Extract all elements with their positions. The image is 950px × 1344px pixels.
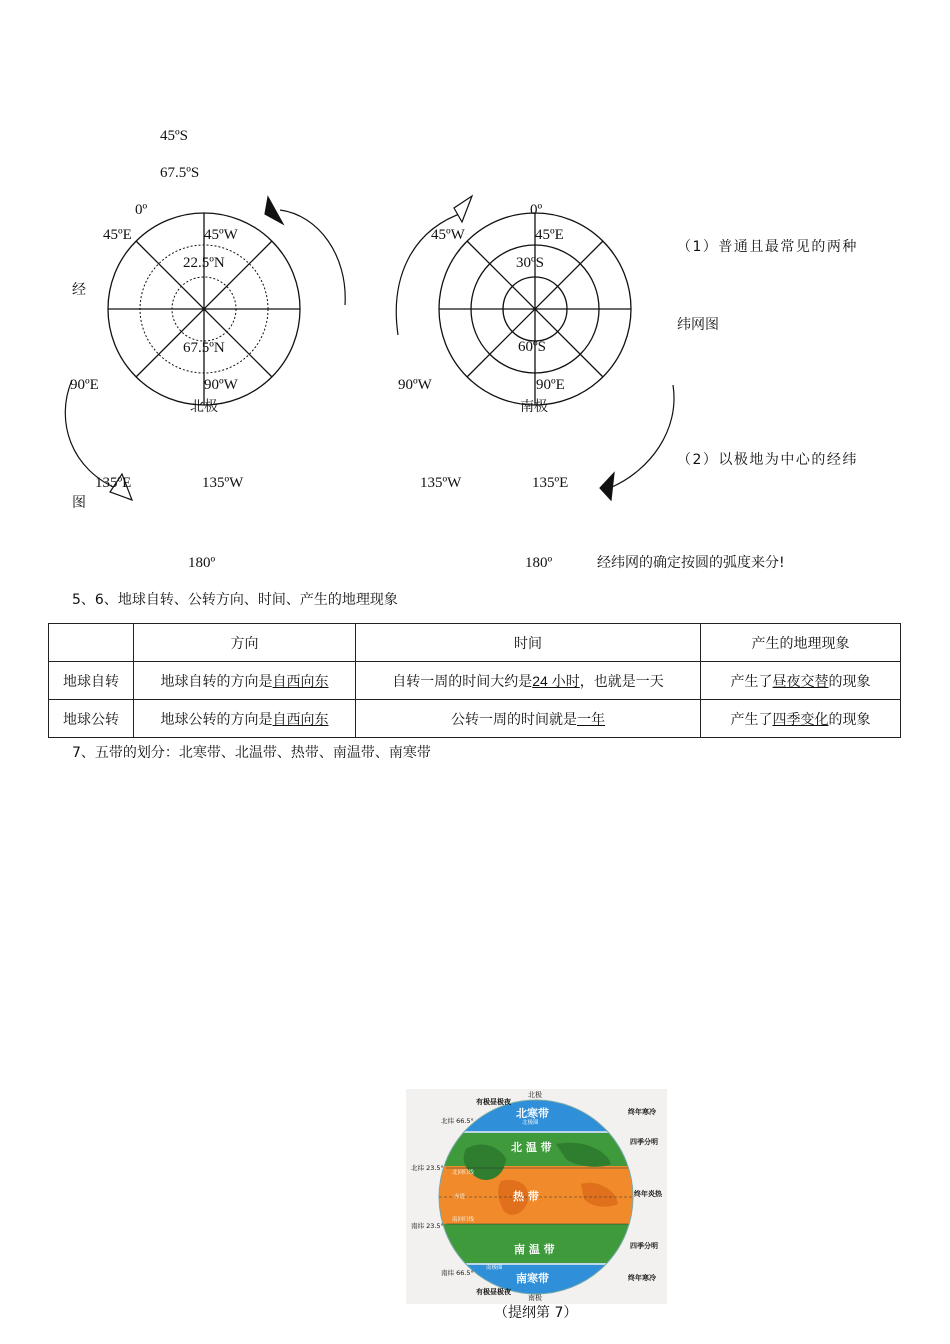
zone-right-seasons-1: 四季分明 [630, 1138, 658, 1146]
direction-cell [134, 700, 356, 738]
underlined-answer: 四季变化 [772, 711, 829, 728]
phenomenon-cell [701, 700, 901, 738]
zone-right-cold-1: 终年寒冷 [628, 1108, 656, 1116]
figure-caption: （提纲第 7） [494, 1305, 578, 1321]
table-header-cell [49, 624, 134, 662]
underlined-answer: 24 小时 [532, 672, 580, 689]
label-45s: 45ºS [160, 128, 188, 144]
cell-text: 公转一周的时间就是 [451, 711, 577, 728]
south-label-90w: 90ºW [398, 377, 432, 393]
north-label-180: 180º [188, 555, 216, 571]
zone-right-cold-2: 终年寒冷 [628, 1274, 656, 1282]
south-label-180: 180º [525, 555, 553, 571]
north-label-0: 0º [135, 202, 148, 218]
zone-south-temperate: 南 温 带 [514, 1243, 555, 1256]
zone-tropic-cancer-line: 北回归线 [452, 1170, 475, 1176]
north-pole-label: 北极 [190, 399, 218, 415]
cell-text: 产生了 [730, 673, 773, 690]
south-label-45w: 45ºW [431, 227, 465, 243]
label-jing: 经 [72, 282, 86, 298]
cell-text: 自转一周的时间大约是 [392, 673, 533, 690]
label-67-5s: 67.5ºS [160, 165, 200, 181]
zone-tropic-capricorn-line: 南回归线 [452, 1217, 475, 1223]
direction-cell [134, 662, 356, 700]
table-header-row [49, 624, 901, 662]
table-row [49, 700, 901, 738]
zone-polar-night-top: 有极昼极夜 [476, 1098, 511, 1106]
north-label-90e: 90ºE [70, 377, 99, 393]
label-67-5n: 67.5ºN [183, 340, 225, 356]
south-label-45e: 45ºE [535, 227, 564, 243]
table-header-cell: 方向 [134, 624, 356, 662]
rotation-arrows [65, 210, 674, 490]
time-cell [356, 662, 701, 700]
polar-diagrams [0, 0, 950, 620]
cell-text: 地球公转的方向是 [160, 711, 273, 728]
zone-south-frigid: 南寒带 [516, 1272, 549, 1285]
label-30s: 30ºS [516, 255, 544, 271]
underlined-answer: 自西向东 [272, 673, 329, 690]
time-cell [356, 700, 701, 738]
zone-north-temperate: 北 温 带 [511, 1141, 552, 1154]
zone-right-seasons-2: 四季分明 [630, 1242, 658, 1250]
earth-motion-table [48, 623, 901, 738]
note-1a: （1）普通且最常见的两种 [677, 239, 858, 255]
table-header-cell: 时间 [356, 624, 701, 662]
section-5-6-heading: 5、6、地球自转、公转方向、时间、产生的地理现象 [72, 592, 398, 608]
underlined-answer: 昼夜交替 [772, 673, 829, 690]
note-3: 经纬网的确定按圆的弧度来分! [597, 555, 785, 571]
zone-antarctic-circle: 南纬 66.5° [441, 1269, 474, 1277]
north-label-135w: 135ºW [202, 475, 244, 491]
cell-text: 的现象 [828, 711, 871, 728]
south-label-135w: 135ºW [420, 475, 462, 491]
zone-tropic-capricorn: 南纬 23.5° [411, 1222, 444, 1230]
north-label-90w: 90ºW [204, 377, 238, 393]
south-label-135e: 135ºE [532, 475, 569, 491]
zone-arctic-circle: 北纬 66.5° [441, 1117, 474, 1125]
zone-tropic-cancer: 北纬 23.5° [411, 1164, 444, 1172]
row-label: 地球公转 [49, 700, 134, 738]
zone-south-pole: 南极 [528, 1294, 542, 1302]
zone-antarctic-circle-line: 南极圈 [486, 1265, 503, 1271]
cell-text: 的现象 [828, 673, 871, 690]
zone-torrid: 热 带 [513, 1190, 539, 1203]
table-header-cell: 产生的地理现象 [701, 624, 901, 662]
underlined-answer: 一年 [577, 711, 605, 728]
zone-right-hot: 终年炎热 [634, 1190, 662, 1198]
zone-equator: 赤道 [454, 1194, 466, 1200]
zone-north-pole: 北极 [528, 1091, 542, 1099]
underlined-answer: 自西向东 [272, 711, 329, 728]
zone-north-frigid: 北寒带 [516, 1107, 549, 1120]
section-7-heading: 7、五带的划分：北寒带、北温带、热带、南温带、南寒带 [72, 745, 431, 761]
north-label-45w: 45ºW [204, 227, 238, 243]
north-label-135e: 135ºE [95, 475, 132, 491]
five-zones-figure [406, 1089, 667, 1304]
table-row [49, 662, 901, 700]
cell-text: 产生了 [730, 711, 773, 728]
label-tu: 图 [72, 495, 86, 511]
cell-text: 地球自转的方向是 [160, 673, 273, 690]
zone-arctic-circle-line: 北极圈 [522, 1120, 539, 1126]
south-label-90e: 90ºE [536, 377, 565, 393]
south-label-0: 0º [530, 202, 543, 218]
note-1b: 纬网图 [677, 317, 719, 333]
phenomenon-cell [701, 662, 901, 700]
label-60s: 60ºS [518, 339, 546, 355]
north-label-45e: 45ºE [103, 227, 132, 243]
south-pole-label: 南极 [520, 399, 548, 415]
row-label: 地球自转 [49, 662, 134, 700]
note-2: （2）以极地为中心的经纬 [677, 452, 858, 468]
cell-text: ，也就是一天 [579, 673, 664, 690]
label-22-5n: 22.5ºN [183, 255, 225, 271]
zone-polar-night-bottom: 有极昼极夜 [476, 1288, 511, 1296]
